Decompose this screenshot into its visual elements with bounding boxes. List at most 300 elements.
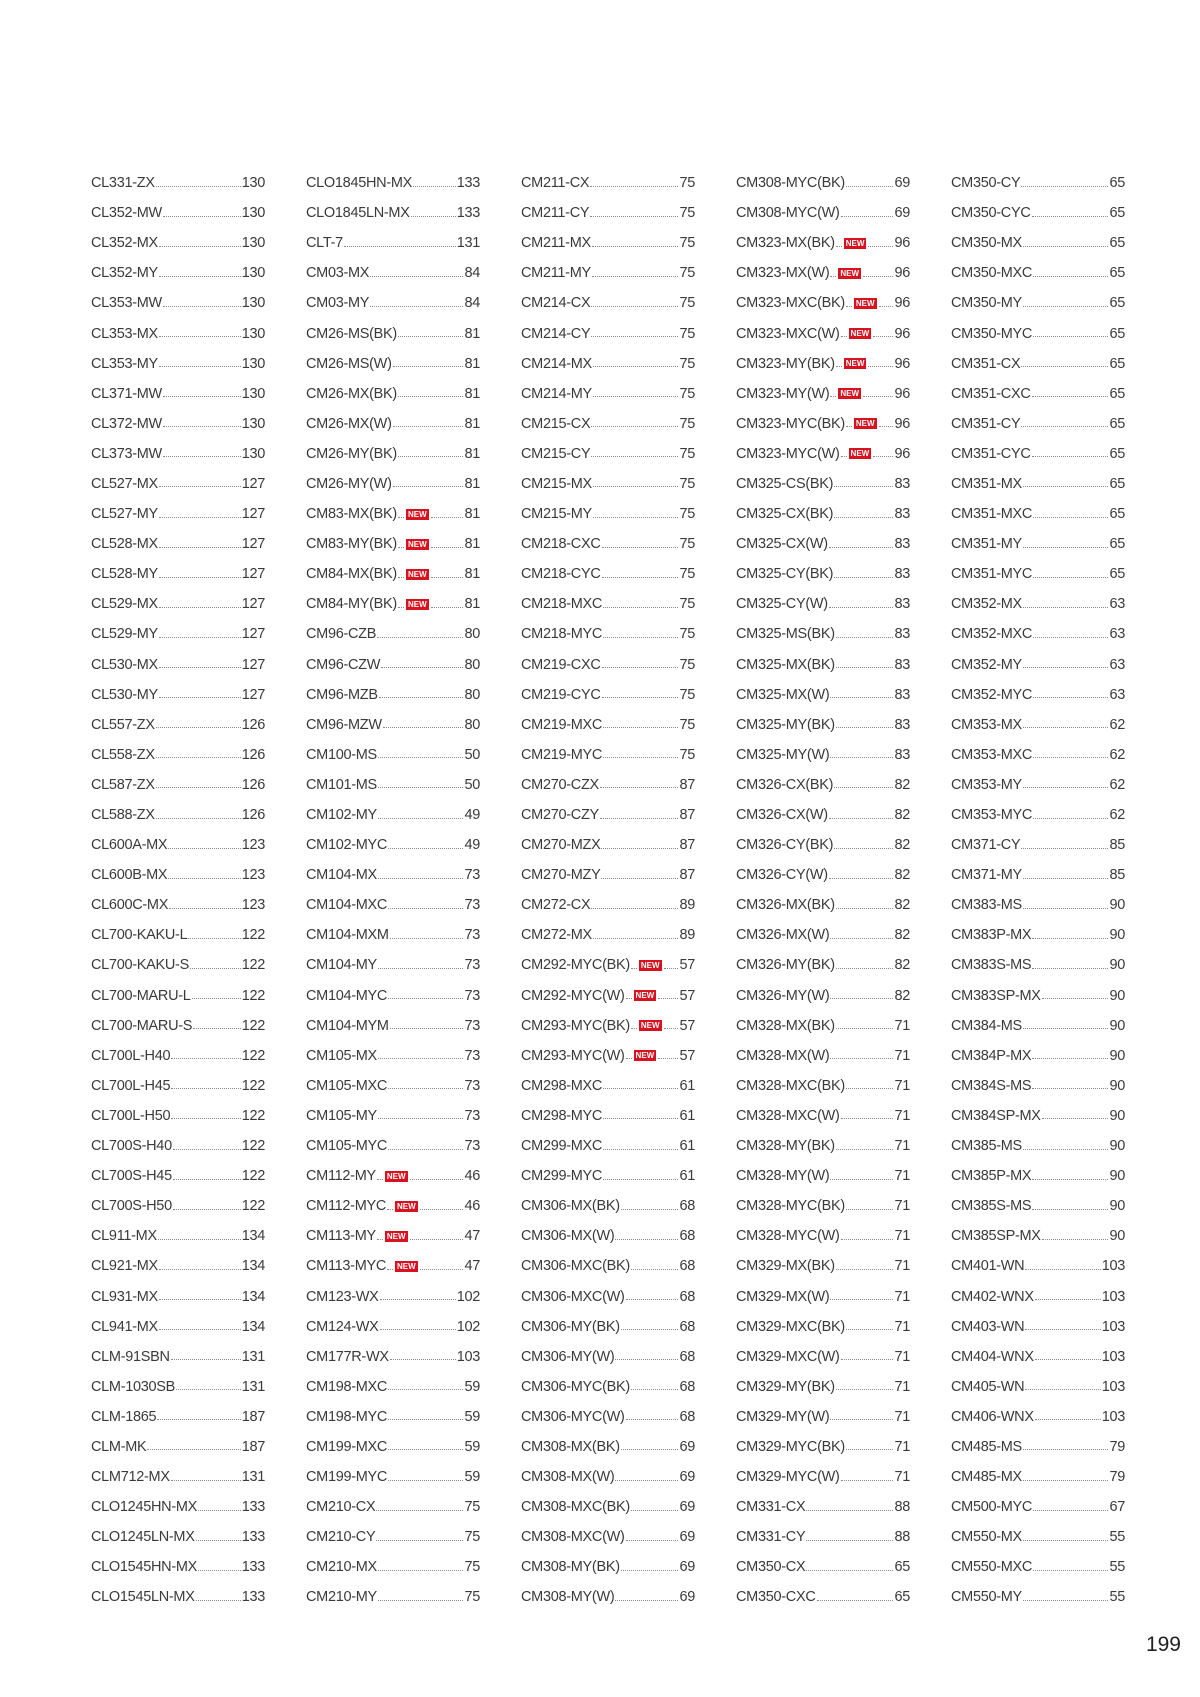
entry-code: CM26-MX(BK) <box>306 385 397 402</box>
dot-leader <box>169 908 241 909</box>
entry-page-number: 75 <box>679 175 695 192</box>
dot-leader <box>383 727 464 728</box>
entry-code: CM351-CX <box>951 355 1021 372</box>
entry-page-number: 130 <box>241 235 265 252</box>
dot-leader <box>841 456 847 457</box>
entry-page-number: 127 <box>241 566 265 583</box>
dot-leader <box>621 1209 679 1210</box>
dot-leader <box>410 1179 464 1180</box>
index-entry <box>91 800 265 830</box>
dot-leader <box>590 216 678 217</box>
entry-page-number: 130 <box>241 325 265 342</box>
entry-code: CL700S-H40 <box>91 1138 172 1155</box>
dot-leader <box>879 426 894 427</box>
index-entry <box>306 1071 480 1101</box>
entry-code: CL700S-H50 <box>91 1198 172 1215</box>
index-entry <box>91 740 265 770</box>
dot-leader <box>159 1329 241 1330</box>
index-entry <box>306 1281 480 1311</box>
entry-page-number: 82 <box>894 987 910 1004</box>
entry-page-number: 68 <box>679 1288 695 1305</box>
index-entry <box>306 1251 480 1281</box>
entry-page-number: 130 <box>241 355 265 372</box>
entry-code: CM323-MX(BK) <box>736 235 835 252</box>
entry-code: CL527-MX <box>91 475 158 492</box>
dot-leader <box>830 1299 893 1300</box>
dot-leader <box>378 757 464 758</box>
dot-leader <box>1023 547 1109 548</box>
index-entry <box>736 559 910 589</box>
index-entry <box>91 1432 265 1462</box>
index-entry <box>521 379 695 409</box>
dot-leader <box>173 1209 241 1210</box>
entry-page-number: 90 <box>1109 1017 1125 1034</box>
index-entry <box>91 1251 265 1281</box>
entry-code: CM26-MS(BK) <box>306 325 397 342</box>
index-entry <box>736 890 910 920</box>
dot-leader <box>159 336 241 337</box>
entry-page-number: 126 <box>241 716 265 733</box>
index-entry <box>736 1071 910 1101</box>
index-entry <box>736 1131 910 1161</box>
entry-page-number: 73 <box>464 867 480 884</box>
entry-code: CM308-MY(W) <box>521 1589 615 1606</box>
entry-code: CM383-MS <box>951 897 1022 914</box>
dot-leader <box>378 968 464 969</box>
entry-code: CM326-MX(W) <box>736 927 830 944</box>
dot-leader <box>1033 757 1108 758</box>
dot-leader <box>388 848 463 849</box>
entry-page-number: 49 <box>464 837 480 854</box>
dot-leader <box>846 426 852 427</box>
index-entry <box>951 1191 1125 1221</box>
entry-page-number: 65 <box>1109 265 1125 282</box>
dot-leader <box>603 637 678 638</box>
index-entry <box>951 1101 1125 1131</box>
dot-leader <box>592 246 679 247</box>
entry-code: CLO1545HN-MX <box>91 1559 197 1576</box>
index-entry <box>91 1492 265 1522</box>
dot-leader <box>593 517 679 518</box>
entry-page-number: 63 <box>1109 656 1125 673</box>
entry-code: CM214-MX <box>521 355 592 372</box>
index-entry <box>91 1131 265 1161</box>
dot-leader <box>830 1058 893 1059</box>
entry-code: CL371-MW <box>91 385 162 402</box>
entry-page-number: 122 <box>241 1047 265 1064</box>
index-entry <box>951 349 1125 379</box>
dot-leader <box>387 1269 393 1270</box>
index-entry <box>521 469 695 499</box>
entry-page-number: 134 <box>241 1318 265 1335</box>
entry-page-number: 83 <box>894 475 910 492</box>
new-badge: NEW <box>635 1051 655 1061</box>
index-entry <box>306 379 480 409</box>
entry-code: CLM-1030SB <box>91 1378 176 1395</box>
dot-leader <box>168 878 240 879</box>
entry-code: CM353-MX <box>951 716 1022 733</box>
dot-leader <box>834 848 893 849</box>
entry-page-number: 131 <box>241 1469 265 1486</box>
entry-page-number: 73 <box>464 1017 480 1034</box>
index-entry <box>91 469 265 499</box>
dot-leader <box>171 1058 240 1059</box>
index-entry <box>306 288 480 318</box>
entry-code: CM105-MYC <box>306 1138 388 1155</box>
entry-code: CM306-MXC(BK) <box>521 1258 630 1275</box>
index-entry <box>306 1221 480 1251</box>
index-entry <box>306 1492 480 1522</box>
dot-leader <box>591 426 678 427</box>
index-entry <box>91 258 265 288</box>
entry-code: CM104-MY <box>306 957 377 974</box>
entry-page-number: 59 <box>464 1469 480 1486</box>
dot-leader <box>830 757 893 758</box>
entry-page-number: 103 <box>1101 1348 1125 1365</box>
dot-leader <box>626 1540 679 1541</box>
index-entry <box>951 1312 1125 1342</box>
entry-page-number: 75 <box>464 1499 480 1516</box>
entry-page-number: 134 <box>241 1258 265 1275</box>
entry-code: CM325-MX(W) <box>736 686 830 703</box>
dot-leader <box>846 1449 894 1450</box>
entry-code: CM211-CX <box>521 175 590 192</box>
index-entry <box>306 890 480 920</box>
entry-page-number: 123 <box>241 837 265 854</box>
entry-page-number: 126 <box>241 776 265 793</box>
dot-leader <box>1023 306 1109 307</box>
index-entry <box>521 890 695 920</box>
dot-leader <box>830 1419 893 1420</box>
dot-leader <box>1021 426 1108 427</box>
entry-code: CM292-MYC(BK) <box>521 957 630 974</box>
entry-page-number: 82 <box>894 897 910 914</box>
entry-code: CM96-MZB <box>306 686 378 703</box>
index-entry <box>736 920 910 950</box>
dot-leader <box>621 1570 679 1571</box>
entry-code: CM26-MY(W) <box>306 475 392 492</box>
index-entry <box>306 1011 480 1041</box>
entry-code: CM272-CX <box>521 897 591 914</box>
entry-page-number: 89 <box>679 897 695 914</box>
dot-leader <box>147 1449 240 1450</box>
new-badge: NEW <box>845 359 865 369</box>
dot-leader <box>159 547 241 548</box>
dot-leader <box>398 336 464 337</box>
index-entry <box>951 559 1125 589</box>
entry-page-number: 81 <box>464 325 480 342</box>
dot-leader <box>1023 878 1109 879</box>
index-entry <box>306 619 480 649</box>
dot-leader <box>631 1389 679 1390</box>
entry-page-number: 68 <box>679 1408 695 1425</box>
index-entry <box>736 1432 910 1462</box>
dot-leader <box>393 366 464 367</box>
index-entry <box>306 1041 480 1071</box>
dot-leader <box>626 1419 679 1420</box>
dot-leader <box>159 486 241 487</box>
index-entry <box>91 650 265 680</box>
dot-leader <box>1023 246 1109 247</box>
entry-code: CM83-MX(BK) <box>306 506 397 523</box>
dot-leader <box>388 1449 463 1450</box>
index-entry <box>91 981 265 1011</box>
entry-code: CM352-MX <box>951 596 1022 613</box>
entry-code: CM306-MYC(W) <box>521 1408 625 1425</box>
entry-page-number: 57 <box>679 1017 695 1034</box>
entry-page-number: 71 <box>894 1228 910 1245</box>
entry-page-number: 81 <box>464 385 480 402</box>
dot-leader <box>879 306 894 307</box>
index-entry <box>951 529 1125 559</box>
entry-code: CM323-MY(W) <box>736 385 830 402</box>
entry-page-number: 62 <box>1109 746 1125 763</box>
entry-code: CM270-CZX <box>521 776 599 793</box>
entry-page-number: 84 <box>464 295 480 312</box>
entry-code: CM215-MX <box>521 475 592 492</box>
entry-page-number: 122 <box>241 957 265 974</box>
index-entry <box>951 1402 1125 1432</box>
entry-page-number: 89 <box>679 927 695 944</box>
index-entry <box>951 1071 1125 1101</box>
index-entry <box>736 710 910 740</box>
dot-leader <box>380 1299 456 1300</box>
entry-code: CM105-MXC <box>306 1077 388 1094</box>
dot-leader <box>593 938 679 939</box>
index-entry <box>91 830 265 860</box>
entry-code: CM326-MY(BK) <box>736 957 835 974</box>
entry-code: CM214-CY <box>521 325 591 342</box>
entry-code: CL527-MY <box>91 506 158 523</box>
index-entry <box>736 1522 910 1552</box>
index-entry <box>306 740 480 770</box>
entry-page-number: 69 <box>894 175 910 192</box>
entry-code: CM328-MXC(BK) <box>736 1077 845 1094</box>
entry-code: CM211-MY <box>521 265 591 282</box>
entry-page-number: 81 <box>464 445 480 462</box>
entry-code: CLM712-MX <box>91 1469 170 1486</box>
new-badge: NEW <box>850 329 870 339</box>
entry-page-number: 131 <box>456 235 480 252</box>
dot-leader <box>390 1359 456 1360</box>
entry-code: CLT-7 <box>306 235 343 252</box>
entry-code: CM384SP-MX <box>951 1107 1041 1124</box>
index-entry <box>91 950 265 980</box>
dot-leader <box>830 1179 893 1180</box>
index-entry <box>521 1191 695 1221</box>
entry-page-number: 73 <box>464 1138 480 1155</box>
dot-leader <box>615 1600 678 1601</box>
entry-code: CM306-MY(W) <box>521 1348 615 1365</box>
dot-leader <box>626 998 632 999</box>
dot-leader <box>431 607 464 608</box>
entry-code: CM104-MXC <box>306 897 388 914</box>
dot-leader <box>173 1149 241 1150</box>
entry-page-number: 90 <box>1109 1138 1125 1155</box>
dot-leader <box>1025 1269 1100 1270</box>
entry-code: CM306-MYC(BK) <box>521 1378 630 1395</box>
entry-page-number: 59 <box>464 1378 480 1395</box>
index-entry <box>951 1281 1125 1311</box>
dot-leader <box>836 366 842 367</box>
dot-leader <box>658 998 678 999</box>
entry-code: CM112-MY <box>306 1168 376 1185</box>
index-entry <box>951 950 1125 980</box>
dot-leader <box>1023 787 1109 788</box>
dot-leader <box>836 968 894 969</box>
entry-code: CM352-MY <box>951 656 1022 673</box>
entry-code: CM308-MYC(W) <box>736 205 840 222</box>
entry-page-number: 81 <box>464 596 480 613</box>
index-entry <box>951 1432 1125 1462</box>
index-entry <box>736 589 910 619</box>
entry-page-number: 187 <box>241 1438 265 1455</box>
index-entry <box>306 710 480 740</box>
index-entry <box>521 1251 695 1281</box>
index-entry <box>951 379 1125 409</box>
index-entry <box>521 1071 695 1101</box>
index-entry <box>91 619 265 649</box>
index-entry <box>521 1492 695 1522</box>
index-entry <box>521 529 695 559</box>
dot-leader <box>603 607 678 608</box>
entry-code: CM219-CYC <box>521 686 601 703</box>
dot-leader <box>846 1329 894 1330</box>
dot-leader <box>846 306 852 307</box>
index-entry <box>521 740 695 770</box>
entry-page-number: 90 <box>1109 1198 1125 1215</box>
entry-code: CM102-MY <box>306 807 377 824</box>
entry-page-number: 71 <box>894 1408 910 1425</box>
index-entry <box>306 860 480 890</box>
entry-page-number: 65 <box>1109 325 1125 342</box>
dot-leader <box>159 517 241 518</box>
dot-leader <box>398 577 404 578</box>
index-entry <box>306 1312 480 1342</box>
index-entry <box>521 318 695 348</box>
dot-leader <box>176 1389 241 1390</box>
dot-leader <box>841 1480 894 1481</box>
entry-page-number: 71 <box>894 1017 910 1034</box>
entry-code: CLO1245HN-MX <box>91 1499 197 1516</box>
entry-code: CM325-MY(W) <box>736 746 830 763</box>
entry-page-number: 133 <box>241 1499 265 1516</box>
entry-code: CLM-1865 <box>91 1408 157 1425</box>
dot-leader <box>829 878 894 879</box>
entry-code: CM385P-MX <box>951 1168 1032 1185</box>
dot-leader <box>836 246 842 247</box>
entry-code: CM113-MYC <box>306 1258 387 1275</box>
entry-page-number: 65 <box>1109 355 1125 372</box>
index-entry <box>951 228 1125 258</box>
entry-code: CM350-CYC <box>951 205 1031 222</box>
entry-code: CM96-CZW <box>306 656 381 673</box>
dot-leader <box>196 1540 241 1541</box>
dot-leader <box>196 1600 241 1601</box>
entry-page-number: 46 <box>464 1198 480 1215</box>
index-entry <box>736 1101 910 1131</box>
index-entry <box>306 168 480 198</box>
dot-leader <box>159 366 241 367</box>
entry-page-number: 103 <box>1101 1258 1125 1275</box>
dot-leader <box>376 1540 463 1541</box>
index-entry <box>951 1041 1125 1071</box>
dot-leader <box>830 998 893 999</box>
index-entry <box>91 920 265 950</box>
dot-leader <box>602 697 679 698</box>
dot-leader <box>1023 1028 1109 1029</box>
entry-code: CM03-MY <box>306 295 370 312</box>
entry-code: CM326-CX(W) <box>736 807 828 824</box>
index-entry <box>951 650 1125 680</box>
entry-code: CM328-MX(W) <box>736 1047 830 1064</box>
dot-leader <box>1032 968 1108 969</box>
entry-code: CM323-MX(W) <box>736 265 830 282</box>
dot-leader <box>830 276 836 277</box>
page-number: 199 <box>1145 1633 1181 1656</box>
entry-code: CM350-MX <box>951 235 1022 252</box>
entry-page-number: 96 <box>894 265 910 282</box>
index-entry <box>91 168 265 198</box>
dot-leader <box>1042 1239 1109 1240</box>
entry-code: CM218-MXC <box>521 596 603 613</box>
entry-page-number: 73 <box>464 987 480 1004</box>
entry-code: CM199-MXC <box>306 1438 388 1455</box>
new-badge: NEW <box>840 268 860 278</box>
dot-leader <box>398 547 404 548</box>
index-entry <box>91 1372 265 1402</box>
entry-page-number: 130 <box>241 385 265 402</box>
entry-code: CM270-MZX <box>521 837 601 854</box>
entry-code: CM102-MYC <box>306 837 388 854</box>
entry-code: CM329-MYC(BK) <box>736 1438 845 1455</box>
entry-page-number: 75 <box>679 385 695 402</box>
entry-page-number: 102 <box>456 1318 480 1335</box>
entry-code: CM404-WNX <box>951 1348 1034 1365</box>
entry-code: CM351-MYC <box>951 566 1033 583</box>
dot-leader <box>841 1359 894 1360</box>
index-entry <box>91 1582 265 1612</box>
entry-code: CM83-MY(BK) <box>306 536 397 553</box>
dot-leader <box>431 547 464 548</box>
entry-code: CM385S-MS <box>951 1198 1032 1215</box>
index-entry <box>736 619 910 649</box>
entry-page-number: 122 <box>241 1198 265 1215</box>
dot-leader <box>156 757 241 758</box>
entry-code: CM406-WNX <box>951 1408 1034 1425</box>
index-entry <box>521 619 695 649</box>
entry-code: CM325-MX(BK) <box>736 656 835 673</box>
entry-code: CLO1245LN-MX <box>91 1529 195 1546</box>
entry-page-number: 123 <box>241 867 265 884</box>
entry-page-number: 83 <box>894 596 910 613</box>
dot-leader <box>159 577 241 578</box>
index-columns <box>91 168 1125 1613</box>
dot-leader <box>380 1329 456 1330</box>
index-entry <box>521 981 695 1011</box>
entry-code: CL353-MY <box>91 355 158 372</box>
entry-code: CL530-MX <box>91 656 158 673</box>
index-entry <box>306 800 480 830</box>
index-entry <box>306 1101 480 1131</box>
index-entry <box>736 1582 910 1612</box>
entry-page-number: 55 <box>1109 1589 1125 1606</box>
index-entry <box>951 740 1125 770</box>
entry-page-number: 90 <box>1109 927 1125 944</box>
entry-code: CM198-MYC <box>306 1408 388 1425</box>
dot-leader <box>836 908 894 909</box>
entry-page-number: 96 <box>894 325 910 342</box>
